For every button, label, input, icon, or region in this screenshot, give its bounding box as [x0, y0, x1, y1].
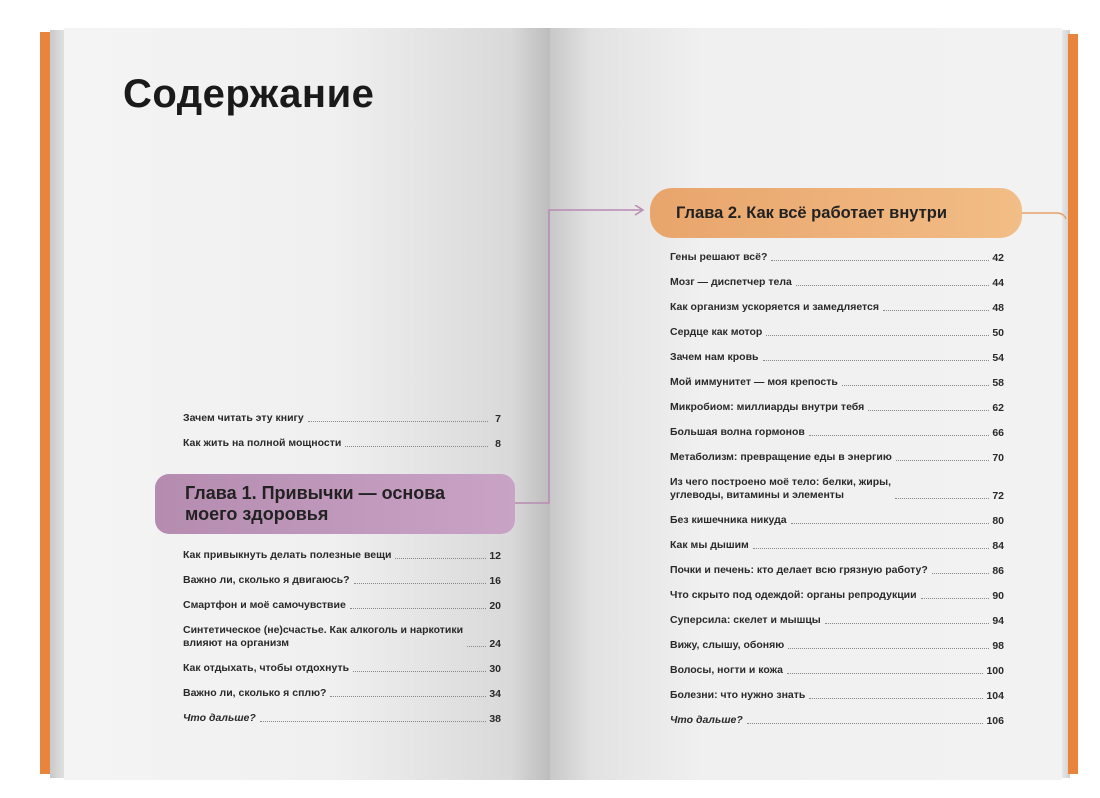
page-number: 50 [992, 327, 1004, 339]
dot-leader [791, 523, 990, 524]
toc-entry[interactable] [670, 370, 1004, 395]
page-title: Содержание [123, 72, 375, 116]
dot-leader [345, 446, 488, 447]
entry-title: Без кишечника никуда [670, 514, 787, 526]
entry-title: Как организм ускоряется и замедляется [670, 301, 880, 313]
dot-leader [896, 460, 989, 461]
dot-leader [308, 421, 488, 422]
page-number: 84 [992, 540, 1004, 552]
entry-title: Из чего построено моё тело: белки, жиры, углеводы, витамины и элементы [670, 476, 892, 501]
chapter-1-heading [155, 474, 515, 534]
dot-leader [763, 360, 990, 361]
toc-entry[interactable] [670, 633, 1004, 658]
entry-title: Вижу, слышу, обоняю [670, 639, 785, 651]
toc-entry[interactable] [183, 431, 501, 456]
dot-leader [330, 696, 486, 697]
dot-leader [895, 498, 989, 499]
entry-title: Как привыкнуть делать полезные вещи [183, 549, 392, 561]
toc-entry[interactable] [670, 420, 1004, 445]
intro-list [183, 406, 501, 456]
toc-entry[interactable] [670, 395, 1004, 420]
page-number: 16 [489, 575, 501, 587]
dot-leader [809, 698, 983, 699]
toc-entry[interactable] [183, 406, 501, 431]
entry-title: Волосы, ногти и кожа [670, 664, 784, 676]
toc-entry[interactable] [670, 445, 1004, 470]
connector-line-orange [1020, 205, 1070, 225]
entry-title: Как отдыхать, чтобы отдохнуть [183, 662, 350, 674]
page-number: 30 [489, 663, 501, 675]
entry-title: Гены решают всё? [670, 251, 768, 263]
dot-leader [787, 673, 983, 674]
entry-title: Микробиом: миллиарды внутри тебя [670, 401, 865, 413]
page-number: 66 [992, 427, 1004, 439]
chapter-1-list [183, 543, 501, 731]
page-number: 7 [495, 413, 501, 425]
dot-leader [747, 723, 984, 724]
dot-leader [395, 558, 486, 559]
page-number: 24 [489, 638, 501, 650]
entry-title: Мой иммунитет — моя крепость [670, 376, 838, 388]
page-number: 58 [992, 377, 1004, 389]
toc-entry[interactable] [183, 543, 501, 568]
dot-leader [260, 721, 487, 722]
page-number: 20 [489, 600, 501, 612]
dot-leader [753, 548, 990, 549]
toc-entry[interactable] [670, 295, 1004, 320]
page-number: 80 [992, 515, 1004, 527]
page-number: 12 [489, 550, 501, 562]
page-number: 54 [992, 352, 1004, 364]
dot-leader [766, 335, 989, 336]
entry-title: Что дальше? [670, 714, 743, 726]
page-number: 38 [489, 713, 501, 725]
page-number: 72 [992, 490, 1004, 502]
dot-leader [932, 573, 990, 574]
entry-title: Большая волна гормонов [670, 426, 805, 438]
dot-leader [771, 260, 989, 261]
page-number: 44 [992, 277, 1004, 289]
page-number: 34 [489, 688, 501, 700]
entry-title: Болезни: что нужно знать [670, 689, 806, 701]
dot-leader [809, 435, 989, 436]
toc-entry[interactable] [183, 681, 501, 706]
toc-entry[interactable] [670, 683, 1004, 708]
toc-entry[interactable] [670, 245, 1004, 270]
toc-entry[interactable] [183, 568, 501, 593]
entry-title: Важно ли, сколько я двигаюсь? [183, 574, 350, 586]
dot-leader [883, 310, 989, 311]
book-cover-edge-right [1068, 34, 1078, 774]
toc-entry[interactable] [670, 270, 1004, 295]
chapter-2-title: Глава 2. Как всё работает внутри [676, 203, 947, 222]
page-number: 104 [986, 690, 1004, 702]
entry-title: Суперсила: скелет и мышцы [670, 614, 821, 626]
toc-entry[interactable] [670, 608, 1004, 633]
book-cover-edge-left [40, 32, 50, 774]
chapter-1-title: Глава 1. Привычки — основа моего здоровья [185, 483, 446, 524]
page-number: 86 [992, 565, 1004, 577]
entry-title: Метаболизм: превращение еды в энергию [670, 451, 892, 463]
dot-leader [354, 583, 487, 584]
page-number: 42 [992, 252, 1004, 264]
chapter-2-list [670, 245, 1004, 733]
page-number: 98 [992, 640, 1004, 652]
connector-arrow [515, 205, 655, 505]
toc-entry[interactable] [670, 658, 1004, 683]
entry-title: Важно ли, сколько я сплю? [183, 687, 327, 699]
toc-entry[interactable] [670, 345, 1004, 370]
dot-leader [921, 598, 990, 599]
page-number: 48 [992, 302, 1004, 314]
toc-entry[interactable] [670, 558, 1004, 583]
entry-title: Почки и печень: кто делает всю грязную работу? [670, 564, 928, 576]
entry-title: Мозг — диспетчер тела [670, 276, 792, 288]
toc-entry[interactable] [670, 320, 1004, 345]
page-number: 70 [992, 452, 1004, 464]
toc-entry[interactable] [670, 533, 1004, 558]
dot-leader [788, 648, 989, 649]
toc-entry[interactable] [670, 508, 1004, 533]
entry-title: Смартфон и моё самочувствие [183, 599, 346, 611]
dot-leader [467, 646, 486, 647]
toc-entry[interactable] [670, 708, 1004, 733]
dot-leader [825, 623, 990, 624]
entry-title: Сердце как мотор [670, 326, 763, 338]
entry-title: Зачем нам кровь [670, 351, 759, 363]
entry-title: Что скрыто под одеждой: органы репродукции [670, 589, 917, 601]
entry-title: Зачем читать эту книгу [183, 412, 304, 424]
page-number: 106 [986, 715, 1004, 727]
toc-entry[interactable] [670, 470, 1004, 508]
page-number: 94 [992, 615, 1004, 627]
chapter-2-heading [650, 188, 1022, 238]
entry-title: Что дальше? [183, 712, 256, 724]
dot-leader [350, 608, 487, 609]
dot-leader [353, 671, 486, 672]
page-number: 8 [495, 438, 501, 450]
toc-entry[interactable] [183, 656, 501, 681]
toc-entry[interactable] [183, 706, 501, 731]
toc-entry[interactable] [670, 583, 1004, 608]
page-number: 90 [992, 590, 1004, 602]
page-number: 100 [986, 665, 1004, 677]
dot-leader [842, 385, 989, 386]
toc-entry[interactable] [183, 618, 501, 656]
dot-leader [868, 410, 989, 411]
entry-title: Синтетическое (не)счастье. Как алкоголь и наркотики влияют на организм [183, 624, 464, 649]
dot-leader [796, 285, 989, 286]
entry-title: Как мы дышим [670, 539, 749, 551]
toc-entry[interactable] [183, 593, 501, 618]
page-number: 62 [992, 402, 1004, 414]
entry-title: Как жить на полной мощности [183, 437, 342, 449]
